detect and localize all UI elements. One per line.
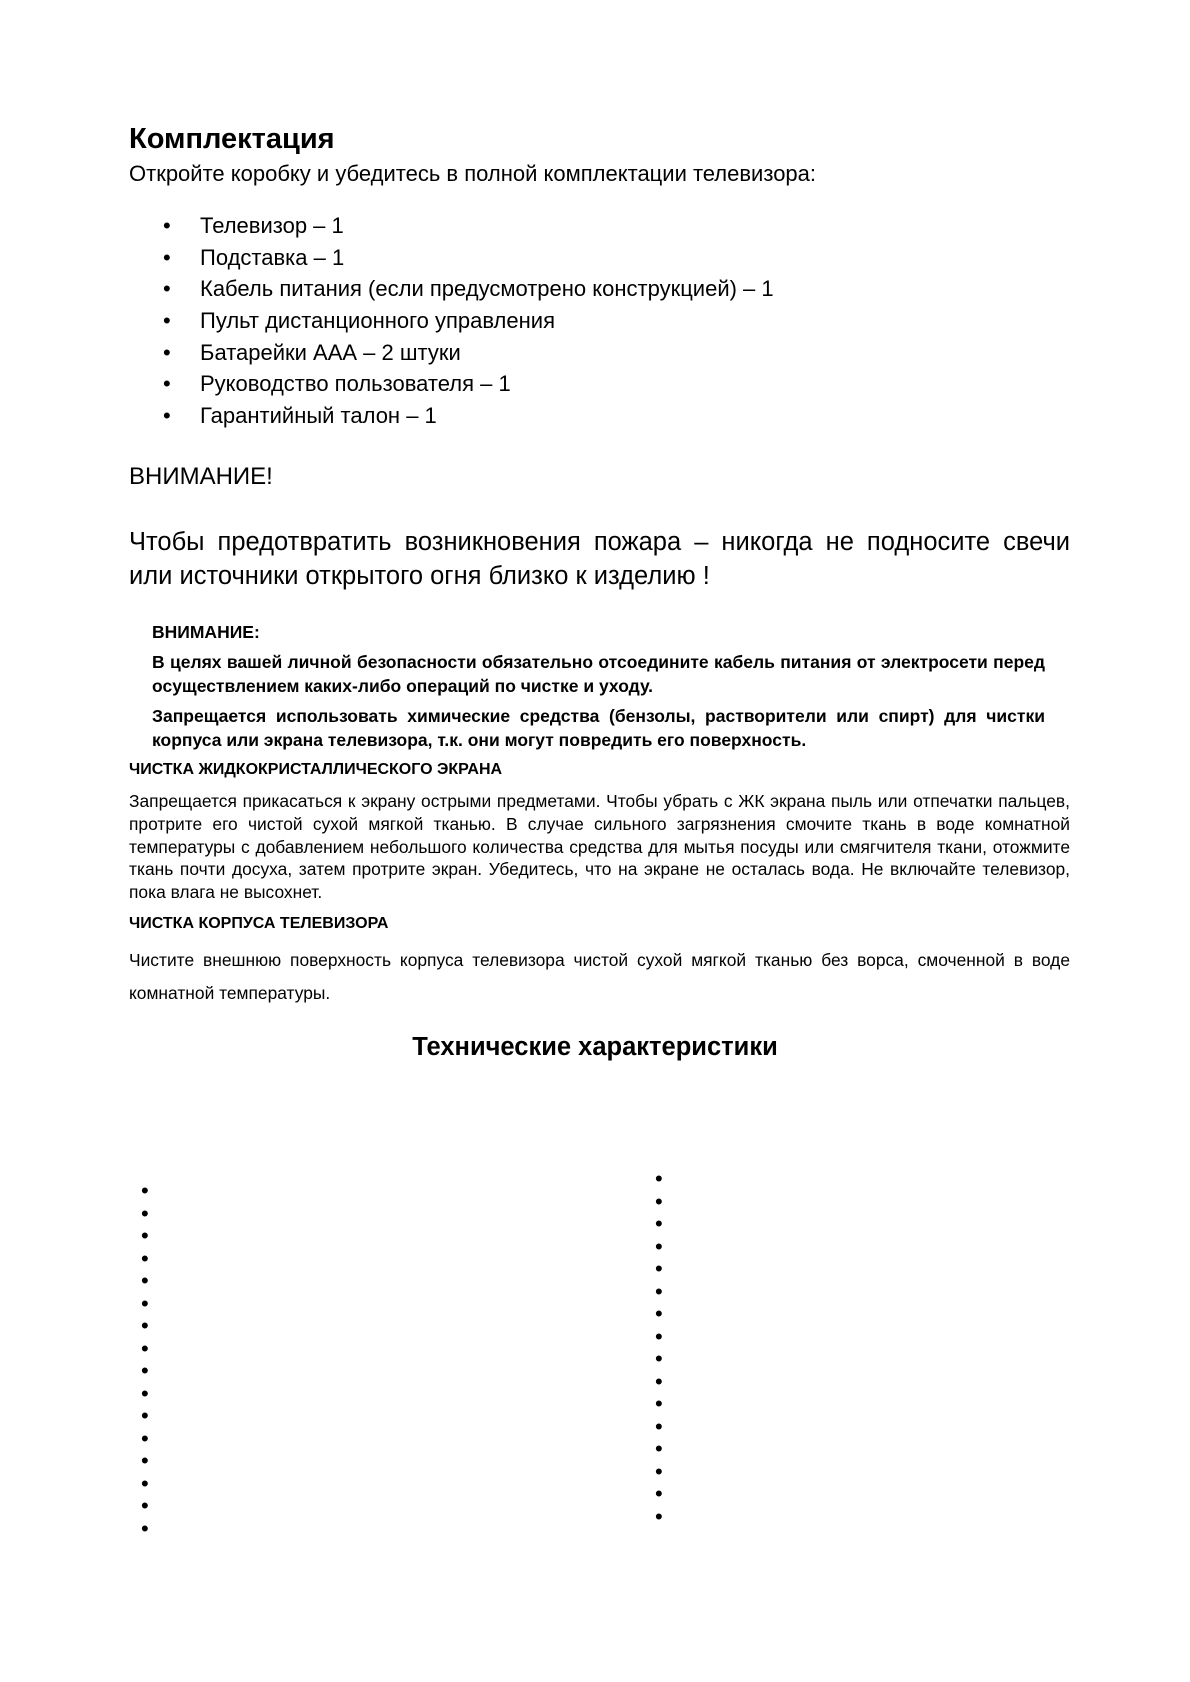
bullet-icon: • bbox=[141, 1335, 149, 1361]
bullet-icon: • bbox=[141, 1448, 149, 1473]
bullet-icon: • bbox=[655, 1368, 663, 1394]
bullet-icon: • bbox=[655, 1211, 663, 1236]
list-item bbox=[163, 370, 774, 402]
bullet-icon: • bbox=[655, 1278, 663, 1304]
list-item bbox=[163, 307, 774, 339]
bullet-icon: • bbox=[163, 276, 171, 302]
body-cleaning-heading: ЧИСТКА КОРПУСА ТЕЛЕВИЗОРА bbox=[129, 915, 389, 932]
body-cleaning-text: Чистите внешнюю поверхность корпуса телевизора чистой сухой мягкой тканью без ворса, смоченной в воде комнатной температуры. bbox=[129, 950, 1070, 1003]
bullet-icon: • bbox=[141, 1178, 149, 1203]
bullet-icon: • bbox=[141, 1425, 149, 1451]
bullet-icon: • bbox=[655, 1301, 663, 1326]
bullet-icon: • bbox=[163, 308, 171, 334]
list-item-text: Кабель питания (если предусмотрено конструкцией) – 1 bbox=[200, 276, 774, 302]
bullet-icon: • bbox=[141, 1313, 149, 1338]
contents-list bbox=[163, 212, 774, 434]
chemicals-warning-paragraph: Запрещается использовать химические средства (бензолы, растворители или спирт) для чистки корпуса или экрана телевизора, т.к. они могут повредить его поверхность. bbox=[152, 706, 1045, 750]
bullet-icon: • bbox=[655, 1188, 663, 1214]
list-item-text: Руководство пользователя – 1 bbox=[200, 371, 511, 397]
list-item-text: Подставка – 1 bbox=[200, 244, 345, 270]
bullet-icon: • bbox=[141, 1470, 149, 1496]
specs-heading: Технические характеристики bbox=[412, 1033, 778, 1061]
lcd-cleaning-heading: ЧИСТКА ЖИДКОКРИСТАЛЛИЧЕСКОГО ЭКРАНА bbox=[129, 761, 503, 778]
bullet-icon: • bbox=[141, 1290, 149, 1316]
bullet-icon: • bbox=[141, 1223, 149, 1248]
bullet-icon: • bbox=[655, 1481, 663, 1506]
bullet-icon: • bbox=[163, 244, 171, 270]
bullet-icon: • bbox=[163, 213, 171, 238]
completeness-intro: Откройте коробку и убедитесь в полной комплектации телевизора: bbox=[129, 161, 817, 186]
list-item bbox=[163, 244, 774, 276]
bullet-icon: • bbox=[163, 371, 171, 397]
safety-warning-title: ВНИМАНИЕ: bbox=[152, 622, 260, 642]
bullet-icon: • bbox=[655, 1503, 663, 1529]
bullet-icon: • bbox=[141, 1200, 149, 1226]
bullet-icon: • bbox=[141, 1493, 149, 1518]
bullet-icon: • bbox=[655, 1166, 663, 1191]
bullet-icon: • bbox=[141, 1403, 149, 1428]
fire-warning-title: ВНИМАНИЕ! bbox=[129, 463, 273, 490]
list-item-text: Телевизор – 1 bbox=[200, 213, 344, 238]
list-item bbox=[163, 402, 774, 434]
list-item-text: Пульт дистанционного управления bbox=[200, 308, 555, 334]
bullet-icon: • bbox=[655, 1233, 663, 1259]
bullet-icon: • bbox=[655, 1436, 663, 1461]
bullet-icon: • bbox=[141, 1268, 149, 1293]
specs-list-right bbox=[655, 1168, 663, 1528]
list-item-text: Гарантийный талон – 1 bbox=[200, 403, 437, 429]
bullet-icon: • bbox=[141, 1380, 149, 1406]
bullet-icon: • bbox=[655, 1323, 663, 1349]
bullet-icon: • bbox=[655, 1256, 663, 1281]
section-heading-completeness: Комплектация bbox=[129, 123, 335, 155]
bullet-icon: • bbox=[141, 1245, 149, 1271]
lcd-cleaning-text: Запрещается прикасаться к экрану острыми предметами. Чтобы убрать с ЖК экрана пыль или отпечатки пальцев, протрите его чистой сухой мягкой тканью. В случае сильного загрязнения смочите ткань в воде комнатной температуры с добавлением небольшого количества средства для мытья посуды или смягчителя ткани, отожмите ткань почти досуха, затем протрите экран. Убедитесь, что на экране не осталась вода. Не включайте телевизор, пока влага не высохнет. bbox=[129, 791, 1070, 903]
bullet-icon: • bbox=[163, 339, 171, 365]
specs-list-left bbox=[141, 1180, 149, 1540]
bullet-icon: • bbox=[655, 1413, 663, 1439]
bullet-icon: • bbox=[655, 1458, 663, 1484]
fire-warning-text: Чтобы предотвратить возникновения пожара – никогда не подносите свечи или источники открытого огня близко к изделию ! bbox=[129, 528, 1070, 590]
bullet-icon: • bbox=[655, 1346, 663, 1371]
list-item bbox=[163, 275, 774, 307]
list-item-text: Батарейки ААА – 2 штуки bbox=[200, 339, 461, 365]
bullet-icon: • bbox=[141, 1358, 149, 1383]
bullet-icon: • bbox=[655, 1391, 663, 1416]
bullet-icon: • bbox=[141, 1515, 149, 1541]
bullet-icon: • bbox=[163, 403, 171, 429]
safety-warning-paragraph: В целях вашей личной безопасности обязательно отсоедините кабель питания от электросети перед осуществлением каких-либо операций по чистке и уходу. bbox=[152, 652, 1045, 696]
list-item bbox=[163, 212, 774, 244]
list-item bbox=[163, 339, 774, 371]
